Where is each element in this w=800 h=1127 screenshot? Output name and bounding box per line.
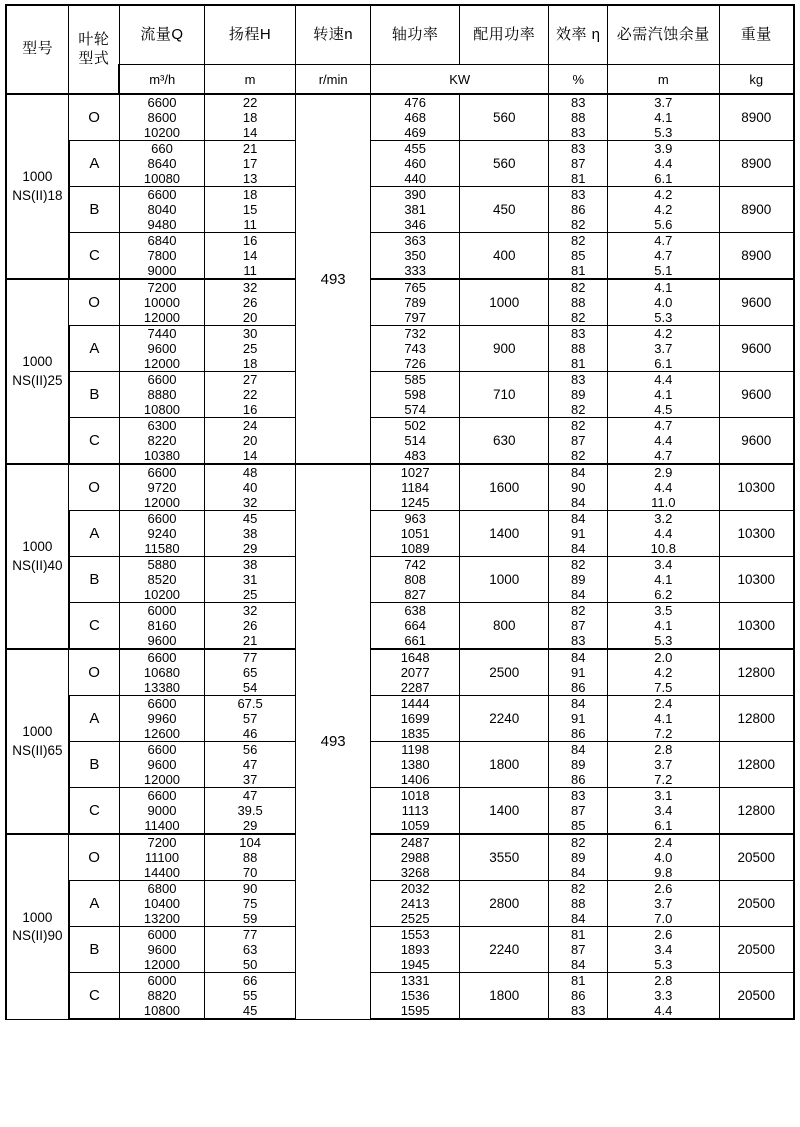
efficiency-cell: 84 89 86 (549, 742, 608, 788)
header-flow: 流量Q (119, 5, 204, 65)
npsh-cell: 3.9 4.4 6.1 (608, 141, 719, 187)
head-cell: 77 65 54 (205, 649, 296, 696)
header-row-titles (6, 5, 794, 65)
weight-cell: 12800 (719, 742, 794, 788)
motor-power-cell: 560 (460, 141, 549, 187)
table-header (6, 5, 794, 94)
table-row (6, 649, 794, 696)
impeller-type-cell: C (69, 418, 120, 465)
weight-cell: 8900 (719, 141, 794, 187)
flow-cell: 6600 8880 10800 (119, 372, 204, 418)
npsh-cell: 2.6 3.4 5.3 (608, 927, 719, 973)
npsh-cell: 2.8 3.7 7.2 (608, 742, 719, 788)
weight-cell: 10300 (719, 511, 794, 557)
flow-cell: 6600 9240 11580 (119, 511, 204, 557)
shaft-power-cell: 585 598 574 (371, 372, 460, 418)
flow-cell: 6000 8820 10800 (119, 973, 204, 1020)
shaft-power-cell: 742 808 827 (371, 557, 460, 603)
impeller-type-cell: B (69, 372, 120, 418)
shaft-power-cell: 765 789 797 (371, 279, 460, 326)
model-cell: 1000 NS(II)25 (6, 279, 69, 464)
table-row (6, 233, 794, 280)
efficiency-cell: 82 89 84 (549, 834, 608, 881)
npsh-cell: 3.4 4.1 6.2 (608, 557, 719, 603)
weight-cell: 12800 (719, 696, 794, 742)
flow-cell: 660 8640 10080 (119, 141, 204, 187)
weight-cell: 9600 (719, 279, 794, 326)
efficiency-cell: 82 88 84 (549, 881, 608, 927)
head-cell: 22 18 14 (205, 94, 296, 141)
impeller-type-cell: B (69, 927, 120, 973)
head-cell: 66 55 45 (205, 973, 296, 1020)
npsh-cell: 3.5 4.1 5.3 (608, 603, 719, 650)
motor-power-cell: 1800 (460, 742, 549, 788)
table-row (6, 141, 794, 187)
motor-power-cell: 3550 (460, 834, 549, 881)
flow-cell: 6000 9600 12000 (119, 927, 204, 973)
header-weight: 重量 (719, 5, 794, 65)
spec-sheet (0, 4, 800, 1127)
head-cell: 67.5 57 46 (205, 696, 296, 742)
flow-cell: 6600 8600 10200 (119, 94, 204, 141)
table-row (6, 788, 794, 835)
impeller-type-cell: A (69, 141, 120, 187)
table-row (6, 372, 794, 418)
motor-power-cell: 1000 (460, 557, 549, 603)
head-cell: 104 88 70 (205, 834, 296, 881)
npsh-cell: 2.9 4.4 11.0 (608, 464, 719, 511)
weight-cell: 12800 (719, 649, 794, 696)
head-cell: 56 47 37 (205, 742, 296, 788)
motor-power-cell: 2240 (460, 927, 549, 973)
weight-cell: 9600 (719, 372, 794, 418)
flow-cell: 6800 10400 13200 (119, 881, 204, 927)
impeller-type-cell: O (69, 649, 120, 696)
weight-cell: 10300 (719, 464, 794, 511)
table-row (6, 187, 794, 233)
npsh-cell: 3.2 4.4 10.8 (608, 511, 719, 557)
npsh-cell: 2.6 3.7 7.0 (608, 881, 719, 927)
efficiency-cell: 81 86 83 (549, 973, 608, 1020)
shaft-power-cell: 2032 2413 2525 (371, 881, 460, 927)
motor-power-cell: 2240 (460, 696, 549, 742)
npsh-cell: 4.2 3.7 6.1 (608, 326, 719, 372)
unit-efficiency: % (549, 65, 608, 95)
npsh-cell: 2.4 4.0 9.8 (608, 834, 719, 881)
head-cell: 38 31 25 (205, 557, 296, 603)
flow-cell: 6600 8040 9480 (119, 187, 204, 233)
efficiency-cell: 83 88 81 (549, 326, 608, 372)
impeller-type-cell: B (69, 557, 120, 603)
flow-cell: 7200 10000 12000 (119, 279, 204, 326)
weight-cell: 9600 (719, 418, 794, 465)
table-row (6, 464, 794, 511)
motor-power-cell: 560 (460, 94, 549, 141)
flow-cell: 6600 9000 11400 (119, 788, 204, 835)
header-npsh: 必需汽蚀余量 (608, 5, 719, 65)
impeller-type-cell: A (69, 696, 120, 742)
impeller-type-cell: B (69, 742, 120, 788)
shaft-power-cell: 2487 2988 3268 (371, 834, 460, 881)
table-row (6, 834, 794, 881)
shaft-power-cell: 390 381 346 (371, 187, 460, 233)
head-cell: 90 75 59 (205, 881, 296, 927)
impeller-type-cell: O (69, 94, 120, 141)
efficiency-cell: 84 91 86 (549, 696, 608, 742)
head-cell: 30 25 18 (205, 326, 296, 372)
weight-cell: 20500 (719, 881, 794, 927)
shaft-power-cell: 502 514 483 (371, 418, 460, 465)
table-row (6, 279, 794, 326)
impeller-type-cell: O (69, 464, 120, 511)
efficiency-cell: 83 87 85 (549, 788, 608, 835)
motor-power-cell: 1000 (460, 279, 549, 326)
efficiency-cell: 84 91 84 (549, 511, 608, 557)
head-cell: 16 14 11 (205, 233, 296, 280)
table-row (6, 603, 794, 650)
motor-power-cell: 2500 (460, 649, 549, 696)
head-cell: 32 26 21 (205, 603, 296, 650)
pump-specification-table (5, 4, 795, 1020)
impeller-type-cell: C (69, 973, 120, 1020)
weight-cell: 9600 (719, 326, 794, 372)
speed-cell: 493 (296, 94, 371, 464)
shaft-power-cell: 1444 1699 1835 (371, 696, 460, 742)
flow-cell: 7200 11100 14400 (119, 834, 204, 881)
header-efficiency: 效率 η (549, 5, 608, 65)
header-model: 型号 (6, 5, 69, 94)
weight-cell: 20500 (719, 973, 794, 1020)
motor-power-cell: 1400 (460, 511, 549, 557)
impeller-type-cell: A (69, 511, 120, 557)
weight-cell: 8900 (719, 94, 794, 141)
efficiency-cell: 81 87 84 (549, 927, 608, 973)
shaft-power-cell: 455 460 440 (371, 141, 460, 187)
efficiency-cell: 83 87 81 (549, 141, 608, 187)
efficiency-cell: 82 87 82 (549, 418, 608, 465)
header-speed: 转速n (296, 5, 371, 65)
table-row (6, 326, 794, 372)
table-row (6, 881, 794, 927)
unit-flow: m³/h (119, 65, 204, 95)
motor-power-cell: 450 (460, 187, 549, 233)
table-row (6, 696, 794, 742)
weight-cell: 10300 (719, 603, 794, 650)
efficiency-cell: 82 89 84 (549, 557, 608, 603)
header-motor-power: 配用功率 (460, 5, 549, 65)
shaft-power-cell: 476 468 469 (371, 94, 460, 141)
table-row (6, 511, 794, 557)
impeller-type-cell: B (69, 187, 120, 233)
model-cell: 1000 NS(II)18 (6, 94, 69, 279)
table-row (6, 418, 794, 465)
model-cell: 1000 NS(II)65 (6, 649, 69, 834)
table-row (6, 742, 794, 788)
motor-power-cell: 1400 (460, 788, 549, 835)
shaft-power-cell: 963 1051 1089 (371, 511, 460, 557)
table-row (6, 927, 794, 973)
table-row (6, 973, 794, 1020)
flow-cell: 6300 8220 10380 (119, 418, 204, 465)
impeller-type-cell: C (69, 788, 120, 835)
unit-speed: r/min (296, 65, 371, 95)
impeller-type-cell: C (69, 233, 120, 280)
shaft-power-cell: 1027 1184 1245 (371, 464, 460, 511)
shaft-power-cell: 1553 1893 1945 (371, 927, 460, 973)
header-shaft-power: 轴功率 (371, 5, 460, 65)
flow-cell: 7440 9600 12000 (119, 326, 204, 372)
model-cell: 1000 NS(II)90 (6, 834, 69, 1019)
shaft-power-cell: 1648 2077 2287 (371, 649, 460, 696)
shaft-power-cell: 363 350 333 (371, 233, 460, 280)
motor-power-cell: 900 (460, 326, 549, 372)
head-cell: 45 38 29 (205, 511, 296, 557)
npsh-cell: 4.7 4.7 5.1 (608, 233, 719, 280)
head-cell: 21 17 13 (205, 141, 296, 187)
efficiency-cell: 84 90 84 (549, 464, 608, 511)
flow-cell: 5880 8520 10200 (119, 557, 204, 603)
weight-cell: 20500 (719, 927, 794, 973)
header-head: 扬程H (205, 5, 296, 65)
shaft-power-cell: 732 743 726 (371, 326, 460, 372)
flow-cell: 6600 9600 12000 (119, 742, 204, 788)
head-cell: 18 15 11 (205, 187, 296, 233)
efficiency-cell: 83 89 82 (549, 372, 608, 418)
head-cell: 24 20 14 (205, 418, 296, 465)
weight-cell: 8900 (719, 233, 794, 280)
efficiency-cell: 83 86 82 (549, 187, 608, 233)
head-cell: 47 39.5 29 (205, 788, 296, 835)
header-row-units (6, 65, 794, 95)
npsh-cell: 4.4 4.1 4.5 (608, 372, 719, 418)
npsh-cell: 2.8 3.3 4.4 (608, 973, 719, 1020)
header-impeller-type: 叶轮 型式 (69, 5, 120, 94)
head-cell: 48 40 32 (205, 464, 296, 511)
unit-npsh: m (608, 65, 719, 95)
unit-power: KW (371, 65, 549, 95)
speed-cell: 493 (296, 464, 371, 1019)
flow-cell: 6600 9960 12600 (119, 696, 204, 742)
weight-cell: 8900 (719, 187, 794, 233)
npsh-cell: 3.1 3.4 6.1 (608, 788, 719, 835)
weight-cell: 20500 (719, 834, 794, 881)
efficiency-cell: 82 85 81 (549, 233, 608, 280)
table-row (6, 557, 794, 603)
npsh-cell: 4.1 4.0 5.3 (608, 279, 719, 326)
shaft-power-cell: 1018 1113 1059 (371, 788, 460, 835)
motor-power-cell: 1800 (460, 973, 549, 1020)
efficiency-cell: 82 88 82 (549, 279, 608, 326)
flow-cell: 6600 9720 12000 (119, 464, 204, 511)
npsh-cell: 2.0 4.2 7.5 (608, 649, 719, 696)
motor-power-cell: 800 (460, 603, 549, 650)
motor-power-cell: 1600 (460, 464, 549, 511)
npsh-cell: 3.7 4.1 5.3 (608, 94, 719, 141)
npsh-cell: 2.4 4.1 7.2 (608, 696, 719, 742)
efficiency-cell: 82 87 83 (549, 603, 608, 650)
efficiency-cell: 83 88 83 (549, 94, 608, 141)
impeller-type-cell: C (69, 603, 120, 650)
motor-power-cell: 2800 (460, 881, 549, 927)
impeller-type-cell: O (69, 279, 120, 326)
unit-weight: kg (719, 65, 794, 95)
weight-cell: 12800 (719, 788, 794, 835)
table-row (6, 94, 794, 141)
flow-cell: 6840 7800 9000 (119, 233, 204, 280)
npsh-cell: 4.7 4.4 4.7 (608, 418, 719, 465)
head-cell: 32 26 20 (205, 279, 296, 326)
shaft-power-cell: 638 664 661 (371, 603, 460, 650)
motor-power-cell: 400 (460, 233, 549, 280)
weight-cell: 10300 (719, 557, 794, 603)
motor-power-cell: 630 (460, 418, 549, 465)
impeller-type-cell: O (69, 834, 120, 881)
head-cell: 77 63 50 (205, 927, 296, 973)
shaft-power-cell: 1331 1536 1595 (371, 973, 460, 1020)
flow-cell: 6600 10680 13380 (119, 649, 204, 696)
npsh-cell: 4.2 4.2 5.6 (608, 187, 719, 233)
motor-power-cell: 710 (460, 372, 549, 418)
model-cell: 1000 NS(II)40 (6, 464, 69, 649)
flow-cell: 6000 8160 9600 (119, 603, 204, 650)
unit-head: m (205, 65, 296, 95)
head-cell: 27 22 16 (205, 372, 296, 418)
efficiency-cell: 84 91 86 (549, 649, 608, 696)
shaft-power-cell: 1198 1380 1406 (371, 742, 460, 788)
impeller-type-cell: A (69, 326, 120, 372)
table-body (6, 94, 794, 1019)
impeller-type-cell: A (69, 881, 120, 927)
